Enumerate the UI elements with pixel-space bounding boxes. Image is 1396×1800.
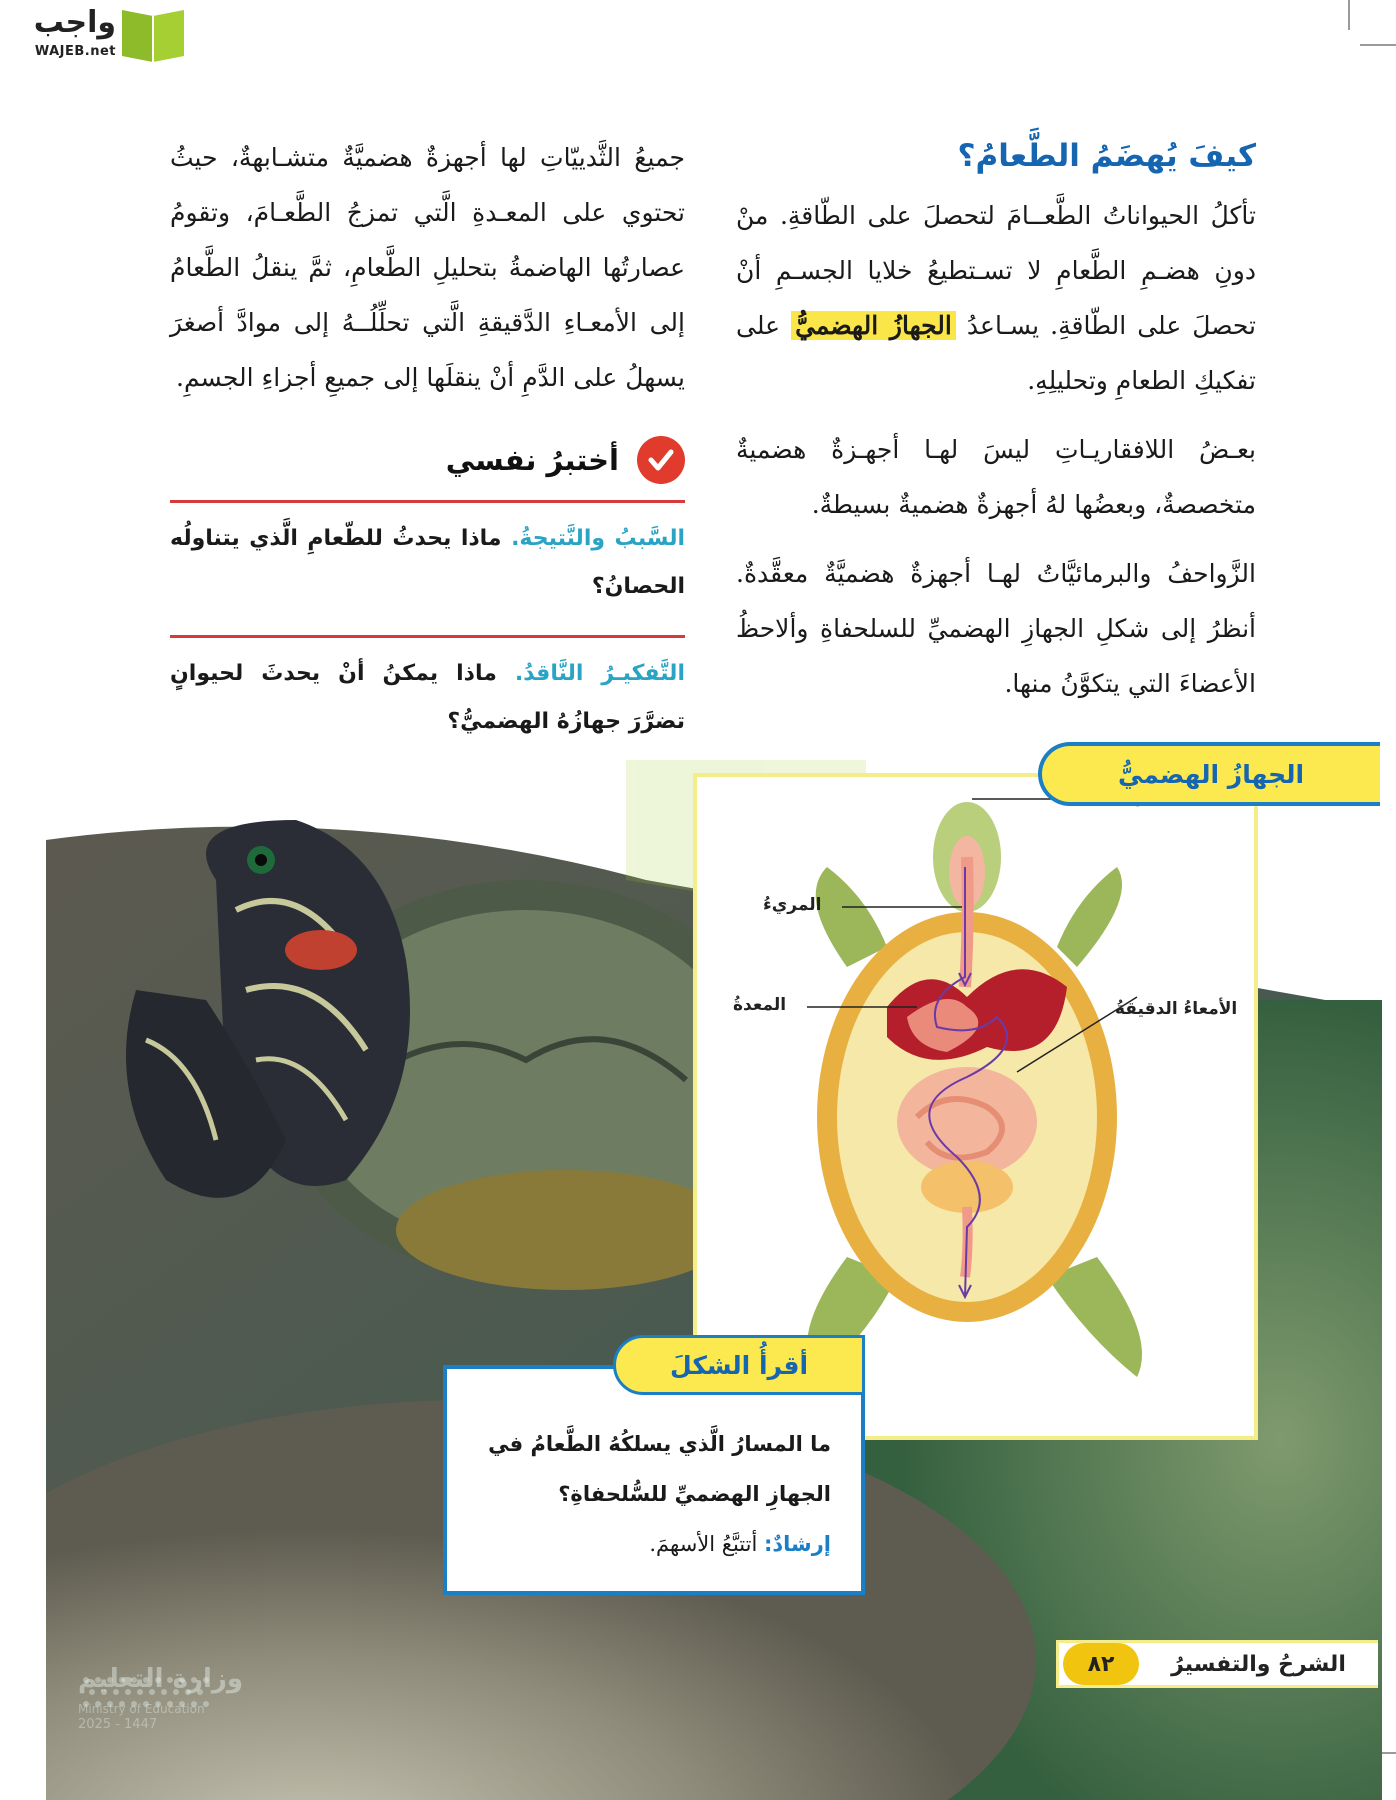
checkmark-icon [637, 436, 685, 484]
label-stomach: المعدةُ [733, 995, 787, 1015]
crop-mark [1360, 44, 1396, 46]
paragraph-energy-part1: تأكلُ الحيواناتُ الطَّعــامَ لتحصلَ على الطّاقةِ. منْ دونِ هضـمِ الطَّعامِ لا تسـتطيعُ خلايا الجسـمِ أنْ تحصلَ على الطّاقةِ. يسـاعدُ [736, 201, 1256, 340]
left-column [170, 130, 685, 419]
read-figure-box [443, 1365, 865, 1595]
question-critical-thinking [170, 635, 685, 760]
logo-domain: WAJEB.net [34, 44, 116, 59]
logo-word: واجب [33, 5, 116, 40]
ministry-name: وزارة التعليم [78, 1664, 243, 1694]
open-book-icon [118, 6, 188, 64]
paragraph-energy [736, 188, 1256, 408]
question-cause-effect [170, 500, 685, 625]
self-check-title: أختبرُ نفسي [445, 443, 619, 477]
ministry-sub: Ministry of Education [78, 1702, 205, 1716]
diagram-title: الجهازُ الهضميُّ [1038, 742, 1380, 806]
key-term-highlight: الجهازُ الهضميُّ [791, 311, 956, 340]
question-label: السَّببُ والنَّتيجةُ. [511, 526, 685, 551]
right-column [736, 130, 1256, 725]
question-text: ماذا يحدثُ للطّعامِ الَّذي يتناولُه الحصانُ؟ [170, 526, 685, 599]
hint-label: إرشادٌ: [764, 1532, 831, 1556]
read-figure-hint [473, 1519, 831, 1569]
label-small-intestine: الأمعاءُ الدقيقةُ [1115, 999, 1238, 1019]
self-check [170, 430, 685, 760]
self-check-header [170, 430, 685, 490]
label-esophagus: المريءُ [763, 895, 822, 915]
read-figure-title: أقرأُ الشكلَ [613, 1335, 865, 1395]
ministry-year: 2025 - 1447 [78, 1717, 158, 1732]
page-footer [1056, 1640, 1378, 1688]
paragraph-reptiles: الزَّواحفُ والبرمائيَّاتُ لهـا أجهزةٌ هضميَّةٌ معقَّدةٌ. أنظرُ إلى شكلِ الجهازِ الهضميِّ للسلحفاةِ وألاحظُ الأعضاءَ التي يتكوَّنُ منها. [736, 559, 1256, 698]
hint-text: أتتبَّعُ الأسهمَ. [649, 1532, 764, 1556]
section-title: كيفَ يُهضَمُ الطَّعامُ؟ [957, 138, 1256, 174]
paragraph-invertebrates: بعـضُ اللافقاريـاتِ ليسَ لهـا أجهـزةٌ هضميةٌ متخصصةٌ، وبعضُها لهُ أجهزةٌ هضميةٌ بسيطةٌ. [736, 435, 1256, 519]
question-text: ماذا يمكنُ أنْ يحدثَ لحيوانٍ تضرَّرَ جهازُهُ الهضميُّ؟ [170, 661, 685, 734]
ministry-logo [78, 1612, 288, 1732]
footer-section-label: الشرحُ والتفسيرُ [1171, 1651, 1346, 1677]
crop-mark [1348, 0, 1350, 30]
paragraph-mammals: جميعُ الثَّدييّاتِ لها أجهزةٌ هضميَّةٌ متشـابهةٌ، حيثُ تحتوي على المعـدةِ الَّتي تمزجُ الطَّعـامَ، وتقومُ عصارتُها الهاضمةُ بتحليلِ الطَّعامِ، ثمَّ ينقلُ الطَّعامُ إلى الأمعـاءِ الدَّقيقةِ الَّتي تحلِّلُــهُ إلى موادَّ أصغرَ يسهلُ على الدَّمِ أنْ ينقلَها إلى جميعِ أجزاءِ الجسمِ. [170, 143, 685, 392]
wajeb-logo[interactable] [10, 4, 190, 66]
paragraph-energy-part2: على تفكيكِ الطعامِ وتحليلِهِ. [736, 311, 1256, 395]
question-label: التَّفكيـرُ النَّاقدُ. [514, 661, 685, 686]
read-figure-question: ما المسارُ الَّذي يسلكُهُ الطَّعامُ في الجهازِ الهضميِّ للسُّلحفاةِ؟ [488, 1432, 831, 1506]
page-number: ٨٢ [1063, 1643, 1139, 1685]
